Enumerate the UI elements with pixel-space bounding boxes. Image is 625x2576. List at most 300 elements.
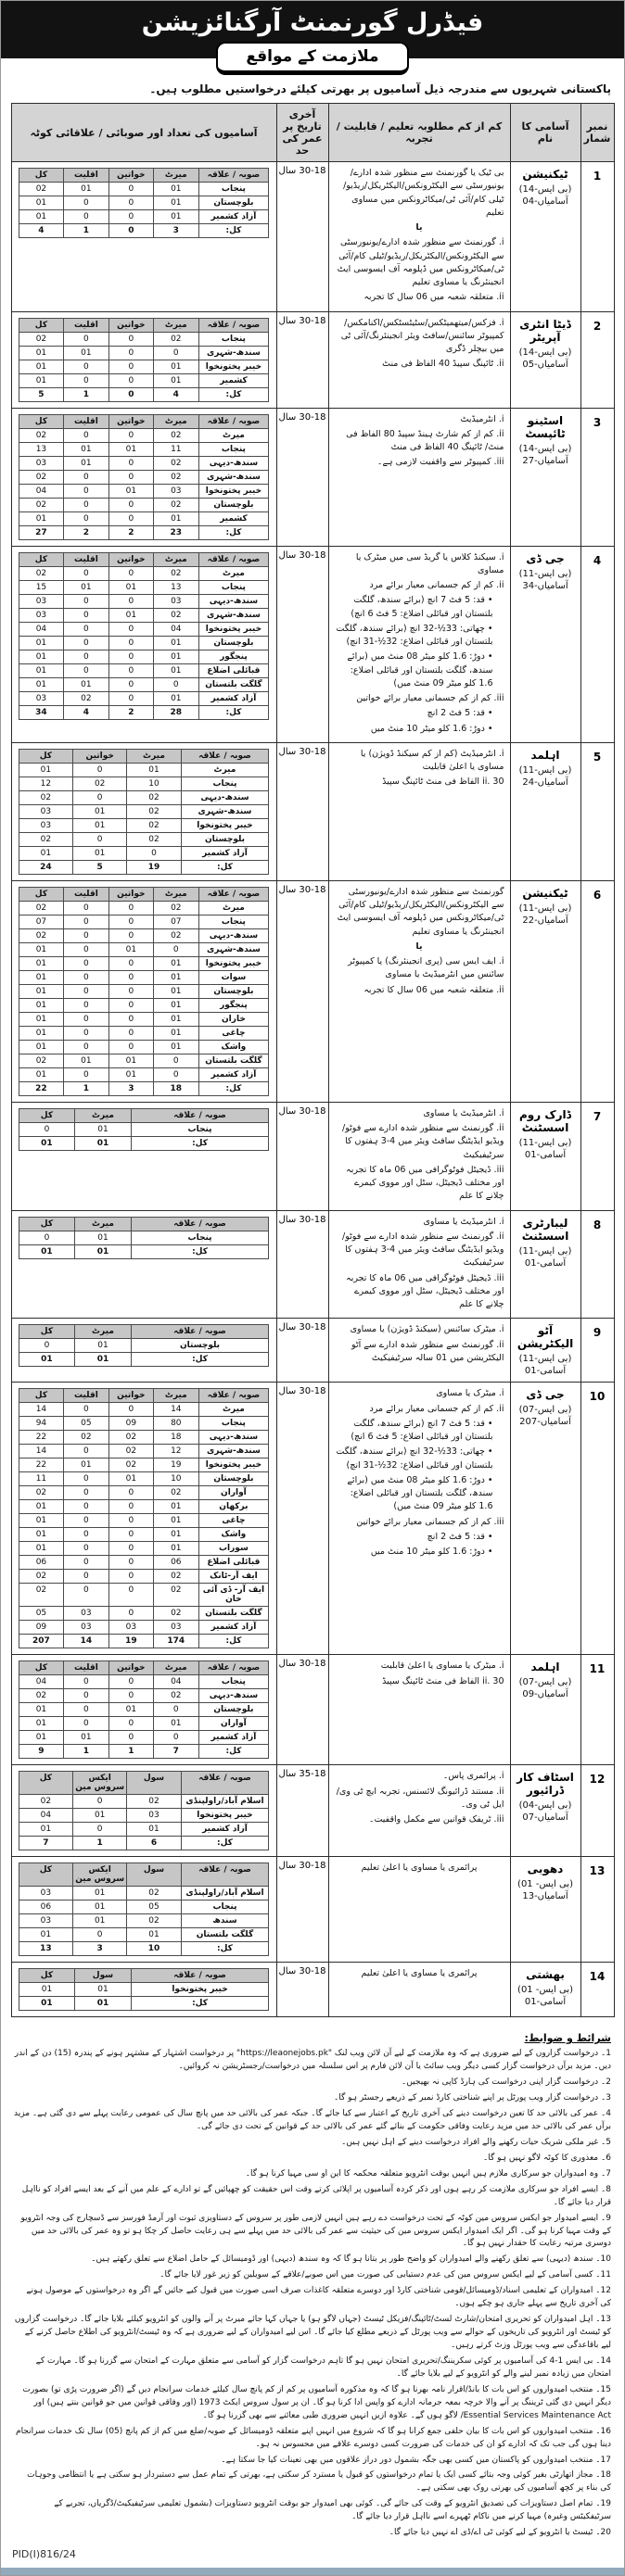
quota-value: 0: [64, 1026, 108, 1040]
quota-value: 01: [75, 1353, 132, 1367]
quota-row: [19, 1900, 269, 1914]
quota-column-header: اقلیت: [64, 552, 108, 566]
quota-region: کل:: [131, 1353, 269, 1367]
quota-row: [19, 763, 269, 777]
quota-value: 0: [64, 360, 108, 373]
quota-value: 14: [19, 1445, 63, 1458]
quota-value: 01: [154, 196, 198, 210]
quota-value: 01: [154, 663, 198, 677]
quota-value: 04: [154, 622, 198, 636]
quota-value: 0: [64, 1500, 108, 1514]
serial-cell: 5: [580, 742, 614, 880]
quota-column-header: میرٹ: [75, 1108, 132, 1122]
quota-value: 01: [19, 1528, 63, 1542]
qualification-cell: [328, 742, 510, 880]
quota-value: 0: [64, 1472, 108, 1486]
quota-value: 02: [19, 183, 63, 196]
quota-value: 02: [64, 691, 108, 705]
quota-region: پنجاب: [181, 1900, 269, 1914]
quota-value: 01: [19, 373, 63, 387]
quota-value: 18: [154, 1431, 198, 1445]
quota-row: [19, 663, 269, 677]
jobs-table-body: [11, 162, 614, 2017]
quota-value: 19: [108, 1635, 153, 1648]
quota-value: 0: [108, 428, 153, 442]
quota-value: 24: [19, 860, 72, 874]
quota-region: اسلام آباد/راولپنڈی: [181, 1795, 269, 1809]
col-age-limit: آخری تاریخ پر عمر کی حد: [276, 104, 328, 162]
quota-row: [19, 804, 269, 818]
table-row: [11, 1655, 614, 1765]
age-limit-cell: 30-18 سال: [276, 1383, 328, 1655]
quota-cell: [11, 1857, 276, 1963]
quota-row: [19, 373, 269, 387]
table-row: [11, 162, 614, 312]
quota-row: [19, 818, 269, 832]
quota-value: 0: [64, 1040, 108, 1054]
quota-value: 01: [19, 1514, 63, 1528]
quota-row: [19, 677, 269, 691]
quota-value: 0: [64, 484, 108, 498]
post-vacancies: آسامی-01: [524, 1997, 567, 2008]
quota-row: [19, 1887, 269, 1900]
quota-row: [19, 1823, 269, 1837]
quota-region: سندھ-شہری: [198, 470, 269, 484]
quota-value: 2: [108, 525, 153, 539]
quota-region: خیبر پختونخوا: [131, 1983, 269, 1997]
quota-value: 0: [108, 691, 153, 705]
quota-header-row: [19, 552, 269, 566]
quota-row: [19, 525, 269, 539]
term-item: 15۔ منتخب امیدواروں کو اس بات کا بانڈ/اقرار نامہ بھرنا ہو گا کہ وہ مذکورہ آسامیوں پر کم از کم پانچ سال کیلئے خدمات سرانجام دیں گے (اگر ضرورت پڑی تو) بصورت دیگر انہیں دی گئی ٹریننگ پر آنے والا خرچہ بمعہ جرمانہ ادارے کو واپس ادا کرنا ہو گا۔ ان پر سول سروس ایکٹ 1973 (اور وفاقی قوانین میں جو قوانین بنتے ہیں) اور Essential Services Maintenance Act/ لاگو ہوں گے۔ علاوہ ازیں انہیں ضروری طبی معائنے سے بھی گزرنا ہو گا۔: [22, 2384, 611, 2420]
quota-row: [19, 846, 269, 860]
serial-cell: 1: [580, 162, 614, 312]
quota-row: [19, 777, 269, 790]
post-vacancies: آسامیاں-13: [522, 1891, 568, 1902]
qualification-line: i. گورنمنٹ سے منظور شدہ ادارے/یونیورسٹی سے الیکٹرونکس/الیکٹریکل/ریڈیو/ٹیلی کام/آئی ٹی/میکاٹرونکس میں ڈپلومہ آف ایسوسی ایٹ انجینئرنگ یا مساوی تعلیم: [337, 237, 504, 287]
quota-row: [19, 1500, 269, 1514]
post-cell: [510, 162, 580, 312]
quota-value: 05: [19, 1607, 63, 1621]
quota-value: 01: [19, 1244, 75, 1258]
quota-value: 02: [154, 608, 198, 622]
term-item: 3۔ درخواست گزار ویب پورٹل پر اپنے شناختی کارڈ نمبر کے ذریعے رجسٹر ہو گا۔: [333, 2093, 611, 2103]
quota-value: 01: [73, 804, 127, 818]
quota-value: 0: [108, 1584, 153, 1607]
quota-table: [19, 1661, 270, 1759]
post-name: دھوبی: [527, 1863, 564, 1876]
quota-row: [19, 1081, 269, 1095]
quota-row: [19, 650, 269, 663]
qualification-line: ii. 30 الفاظ فی منٹ ٹائپنگ سپیڈ: [382, 777, 504, 788]
org-title: فیڈرل گورنمنٹ آرگنائزیشن: [141, 8, 484, 37]
quota-row: [19, 832, 269, 846]
quota-value: 01: [108, 1703, 153, 1717]
quota-table: [19, 1771, 270, 1850]
quota-value: 1: [64, 387, 108, 401]
quota-value: 0: [64, 1570, 108, 1584]
terms-section: [1, 2027, 624, 2546]
quota-value: 0: [64, 1556, 108, 1570]
quota-value: 02: [154, 470, 198, 484]
quota-value: 02: [154, 1570, 198, 1584]
quota-value: 03: [108, 1621, 153, 1635]
quota-value: 01: [75, 1983, 132, 1997]
age-limit-cell: 30-18 سال: [276, 1655, 328, 1765]
quota-region: پنجگور: [198, 650, 269, 663]
post-vacancies: آسامیاں-05: [522, 359, 568, 370]
quota-region: سندھ-دیہی: [198, 928, 269, 942]
quota-column-header: خواتین: [108, 318, 153, 332]
quota-value: 0: [19, 1122, 75, 1136]
post-name: ٹیکنیشن: [522, 168, 568, 181]
quota-value: 0: [64, 210, 108, 224]
quota-value: 02: [19, 1795, 72, 1809]
quota-region: بلوچستان: [198, 1703, 269, 1717]
quota-region: میرٹ: [181, 763, 269, 777]
table-row: [11, 1383, 614, 1655]
quota-value: 01: [108, 1067, 153, 1081]
quota-value: 07: [154, 915, 198, 928]
quota-row: [19, 224, 269, 238]
post-scale: (بی ایس-14): [518, 443, 572, 454]
quota-value: 0: [64, 663, 108, 677]
table-row: [11, 742, 614, 880]
quota-row: [19, 1040, 269, 1054]
quota-column-header: میرٹ: [75, 1217, 132, 1231]
serial-cell: 10: [580, 1383, 614, 1655]
post-scale: (بی ایس-11): [518, 764, 572, 776]
quota-column-header: کل: [19, 1863, 72, 1887]
qualification-cell: [328, 1319, 510, 1383]
quota-region: کل:: [198, 525, 269, 539]
quota-header-row: [19, 749, 269, 763]
quota-table: [19, 552, 270, 720]
quota-column-header: صوبہ / علاقہ: [198, 169, 269, 183]
quota-row: [19, 1607, 269, 1621]
quota-column-header: صوبہ / علاقہ: [198, 887, 269, 901]
quota-column-header: کل: [19, 1772, 72, 1795]
qualification-line: یا: [415, 222, 423, 233]
quota-value: 28: [154, 705, 198, 719]
quota-value: 0: [154, 942, 198, 956]
quota-value: 02: [19, 470, 63, 484]
quota-row: [19, 428, 269, 442]
quota-value: 0: [108, 498, 153, 511]
quota-row: [19, 1403, 269, 1417]
quota-row: [19, 1339, 269, 1353]
post-scale: (بی ایس- 01): [517, 1879, 573, 1890]
quota-header-row: [19, 1325, 269, 1339]
table-row: [11, 546, 614, 742]
qualification-line: • دوڑ: 1.6 کلو میٹر 08 منٹ میں (برائے سندھ، گلگت بلتستان اور قبائلی اضلاع: 1.6 کلو میٹر 09 منٹ میں): [347, 1474, 493, 1512]
term-item: 1۔ درخواست گزاروں کے لیے ضروری ہے کہ وہ ملازمت کے لیے آن لائن ویب لنک "https://leaonejobs.pk" پر درخواست اشتہار کے مشتہر ہونے کے پندرہ (15) دن کے اندر دیں۔ مزید برآں درخواست گزار کسی دیگر ویب سائٹ یا آن لائن فارم پر اس سلسلہ میں درخواست/رجسٹریشن نہ کروائیں۔: [14, 2049, 611, 2072]
quota-row: [19, 608, 269, 622]
quota-value: 0: [64, 1542, 108, 1556]
qualification-cell: [328, 880, 510, 1102]
quota-region: پنجاب: [131, 1122, 269, 1136]
qualification-line: • قد: 5 فٹ 7 انچ (برائے سندھ، گلگت بلتستان اور قبائلی اضلاع: 5 فٹ 6 انچ): [351, 1418, 493, 1442]
quota-value: 03: [64, 1607, 108, 1621]
quota-value: 01: [154, 984, 198, 998]
quota-value: 10: [127, 1942, 181, 1956]
quota-value: 01: [108, 1472, 153, 1486]
quota-row: [19, 594, 269, 608]
serial-cell: 3: [580, 408, 614, 546]
age-limit-cell: 30-18 سال: [276, 546, 328, 742]
quota-value: 02: [19, 1689, 63, 1703]
quota-value: 02: [19, 832, 72, 846]
quota-row: [19, 636, 269, 650]
quota-value: 01: [19, 1823, 72, 1837]
quota-cell: [11, 408, 276, 546]
quota-row: [19, 210, 269, 224]
post-vacancies: آسامیاں-24: [522, 777, 568, 788]
quota-value: 22: [19, 1458, 63, 1472]
quota-column-header: سول: [127, 1772, 181, 1795]
quota-value: 0: [154, 1731, 198, 1745]
term-item: 9۔ ایسے امیدوار جو ایکس سروس مین کوٹہ کے تحت درخواست دے رہے ہیں انہیں لازمی طور پر سروس کے دستاویزی ثبوت اور آرمڈ فورسز سے ڈسچارج کی وجہ انٹرویو کے وقت مہیا کرنا ہو گی۔ اگر ایک امیدوار ایکس سروس مین کی حیثیت سے عمر کی بالائی حد میں پہلے سے ہی رعایت حاصل کر چکا ہو تو وہ عمر کی بالائی حد میں دوسری مرتبہ رعایت کا حقدار نہیں ہو گا۔: [20, 2213, 611, 2249]
quota-region: میرٹ: [198, 428, 269, 442]
quota-value: 23: [154, 525, 198, 539]
quota-column-header: صوبہ / علاقہ: [198, 552, 269, 566]
quota-header-row: [19, 887, 269, 901]
table-row: [11, 1963, 614, 2017]
quota-row: [19, 484, 269, 498]
quota-value: 0: [64, 901, 108, 915]
quota-value: 01: [75, 1136, 132, 1150]
quota-column-header: اقلیت: [64, 1389, 108, 1403]
pid-number: PID(I)816/24: [12, 2548, 76, 2561]
qualification-line: i. ایف ایس سی (پری انجینئرنگ) یا کمپیوٹر سائنس میں انٹرمیڈیٹ یا مساوی: [348, 956, 504, 980]
quota-cell: [11, 1319, 276, 1383]
quota-header-row: [19, 1772, 269, 1795]
post-vacancies: آسامیاں-04: [522, 196, 568, 207]
quota-row: [19, 1136, 269, 1150]
quota-region: پنجاب: [198, 1675, 269, 1689]
quota-row: [19, 1745, 269, 1759]
quota-value: 4: [64, 705, 108, 719]
quota-value: 01: [73, 1887, 127, 1900]
quota-value: 01: [19, 1026, 63, 1040]
quota-value: 01: [154, 956, 198, 970]
post-cell: [510, 1383, 580, 1655]
quota-cell: [11, 1210, 276, 1319]
quota-value: 01: [154, 650, 198, 663]
quota-value: 02: [108, 1445, 153, 1458]
quota-cell: [11, 880, 276, 1102]
quota-region: سندھ-شہری: [198, 608, 269, 622]
quota-value: 2: [64, 525, 108, 539]
quota-value: 01: [64, 1458, 108, 1472]
quota-region: سندھ-دیہی: [198, 594, 269, 608]
quota-value: 3: [108, 1081, 153, 1095]
quota-row: [19, 1570, 269, 1584]
quota-value: 01: [19, 360, 63, 373]
quota-value: 01: [19, 196, 63, 210]
quota-column-header: میرٹ: [154, 552, 198, 566]
qualification-line: ii. کم از کم جسمانی معیار برائے مرد: [369, 1403, 504, 1414]
quota-table: [19, 1388, 270, 1648]
quota-column-header: صوبہ / علاقہ: [131, 1325, 269, 1339]
post-vacancies: آسامیاں-22: [522, 915, 568, 926]
qualification-line: پرائمری یا مساوی یا اعلیٰ تعلیم: [361, 1968, 478, 1979]
qualification-line: بی ٹیک یا گورنمنٹ سے منظور شدہ ادارے/یونیورسٹی سے الیکٹرونکس/الیکٹریکل/ریڈیو/ٹیلی کام/آئی ٹی/میکاٹرونکس میں مساوی تعلیم: [343, 168, 504, 218]
quota-header-row: [19, 1969, 269, 1983]
qualification-line: • دوڑ: 1.6 کلو میٹر 10 منٹ میں: [370, 1547, 493, 1557]
quota-row: [19, 860, 269, 874]
quota-value: 05: [64, 1417, 108, 1431]
quota-column-header: کل: [19, 1325, 75, 1339]
quota-value: 01: [19, 998, 63, 1012]
quota-row: [19, 1914, 269, 1928]
age-limit-cell: 30-18 سال: [276, 742, 328, 880]
quota-value: 0: [108, 901, 153, 915]
quota-value: 0: [108, 196, 153, 210]
serial-cell: 14: [580, 1963, 614, 2017]
quota-value: 01: [108, 580, 153, 594]
post-cell: [510, 1319, 580, 1383]
quota-value: 0: [108, 663, 153, 677]
age-limit-cell: 30-18 سال: [276, 311, 328, 408]
quota-row: [19, 1717, 269, 1731]
quota-region: آزاد کشمیر: [181, 846, 269, 860]
post-name: اہلمد: [530, 748, 560, 762]
quota-region: چاغی: [198, 1514, 269, 1528]
quota-value: 02: [19, 428, 63, 442]
quota-value: 0: [64, 196, 108, 210]
quota-row: [19, 346, 269, 360]
quota-value: 01: [64, 580, 108, 594]
qualification-line: ii. متعلقہ شعبہ میں 06 سال کا تجربہ: [364, 984, 504, 995]
quota-value: 01: [73, 846, 127, 860]
quota-row: [19, 1054, 269, 1067]
quota-value: 7: [19, 1837, 72, 1850]
quota-value: 0: [64, 511, 108, 525]
qualification-cell: [328, 1383, 510, 1655]
quota-row: [19, 1928, 269, 1942]
quota-value: 01: [19, 636, 63, 650]
quota-value: 0: [108, 677, 153, 691]
quota-column-header: صوبہ / علاقہ: [181, 1863, 269, 1887]
quota-value: 0: [108, 915, 153, 928]
quota-region: بلوچستان: [198, 196, 269, 210]
post-name: جی ڈی: [526, 551, 565, 565]
qualification-line: • چھاتی: 33½-32 انچ (برائے سندھ، گلگت بلتستان اور قبائلی اضلاع: 32½-31 انچ): [336, 623, 493, 647]
quota-value: 0: [64, 594, 108, 608]
qualification-line: • قد: 5 فٹ 2 انچ: [427, 708, 493, 719]
quota-column-header: صوبہ / علاقہ: [198, 318, 269, 332]
post-name: جی ڈی: [526, 1388, 565, 1402]
quota-region: کل:: [198, 1081, 269, 1095]
quota-region: پنجاب: [198, 1417, 269, 1431]
quota-region: خیبر پختونخوا: [198, 484, 269, 498]
quota-value: 0: [64, 1067, 108, 1081]
quota-value: 01: [108, 608, 153, 622]
quota-value: 0: [64, 998, 108, 1012]
quota-value: 0: [108, 594, 153, 608]
serial-cell: 12: [580, 1765, 614, 1857]
quota-region: آواران: [198, 1717, 269, 1731]
terms-heading: شرائط و ضوابط:: [524, 2032, 611, 2045]
qualification-line: ii. گورنمنٹ سے منظور شدہ ادارے سے آٹو الیکٹریشن میں 01 سالہ سرٹیفیکیٹ: [351, 1339, 504, 1363]
quota-region: سوات: [198, 970, 269, 984]
quota-header-row: [19, 1389, 269, 1403]
quota-row: [19, 998, 269, 1012]
post-cell: [510, 1963, 580, 2017]
quota-region: گلگت بلتستان: [198, 677, 269, 691]
quota-value: 0: [64, 1445, 108, 1458]
quota-value: 01: [19, 650, 63, 663]
quota-region: بلوچستان: [181, 832, 269, 846]
quota-table: [19, 414, 270, 540]
quota-value: 01: [154, 373, 198, 387]
quota-value: 0: [64, 566, 108, 580]
quota-table: [19, 1108, 270, 1151]
quota-row: [19, 915, 269, 928]
quota-value: 0: [73, 1823, 127, 1837]
quota-row: [19, 622, 269, 636]
quota-value: 0: [73, 763, 127, 777]
quota-column-header: میرٹ: [154, 169, 198, 183]
quota-value: 0: [64, 1012, 108, 1026]
quota-region: آزاد کشمیر: [198, 1067, 269, 1081]
post-cell: [510, 311, 580, 408]
quota-value: 0: [108, 224, 153, 238]
quota-value: 22: [19, 1081, 63, 1095]
quota-region: پنجاب: [198, 580, 269, 594]
quota-column-header: میرٹ: [127, 749, 181, 763]
quota-row: [19, 1417, 269, 1431]
post-scale: (بی ایس-11): [518, 1354, 572, 1365]
quota-header-row: [19, 1863, 269, 1887]
quota-value: 4: [19, 224, 63, 238]
quota-row: [19, 442, 269, 456]
quota-value: 34: [19, 705, 63, 719]
quota-row: [19, 1795, 269, 1809]
quota-value: 04: [19, 1675, 63, 1689]
quota-value: 80: [154, 1417, 198, 1431]
age-limit-cell: 30-18 سال: [276, 1963, 328, 2017]
quota-value: 0: [108, 332, 153, 346]
qualification-line: i. میٹرک یا مساوی یا اعلیٰ قابلیت: [380, 1661, 504, 1672]
post-scale: (بی ایس-07): [518, 1677, 572, 1688]
quota-column-header: میرٹ: [154, 414, 198, 428]
quota-value: 27: [19, 525, 63, 539]
serial-cell: 11: [580, 1655, 614, 1765]
quota-value: 01: [19, 1983, 75, 1997]
quota-value: 0: [108, 470, 153, 484]
quota-value: 01: [75, 1122, 132, 1136]
quota-column-header: کل: [19, 1969, 75, 1983]
quota-row: [19, 1445, 269, 1458]
post-cell: [510, 1210, 580, 1319]
qualification-line: i. میٹرک سائنس (سیکنڈ ڈویژن) یا مساوی: [350, 1324, 504, 1335]
quota-value: 0: [108, 210, 153, 224]
quota-column-header: کل: [19, 169, 63, 183]
quota-value: 6: [127, 1837, 181, 1850]
quota-value: 2: [108, 705, 153, 719]
quota-value: 0: [64, 1703, 108, 1717]
quota-value: 0: [108, 1570, 153, 1584]
table-row: [11, 1319, 614, 1383]
term-item: 6۔ معذوری کا کوٹہ لاگو نہیں ہو گا۔: [482, 2153, 611, 2163]
quota-value: 0: [64, 1675, 108, 1689]
quota-value: 01: [154, 1500, 198, 1514]
quota-value: 14: [154, 1403, 198, 1417]
quota-value: 0: [108, 1542, 153, 1556]
quota-value: 01: [154, 1040, 198, 1054]
